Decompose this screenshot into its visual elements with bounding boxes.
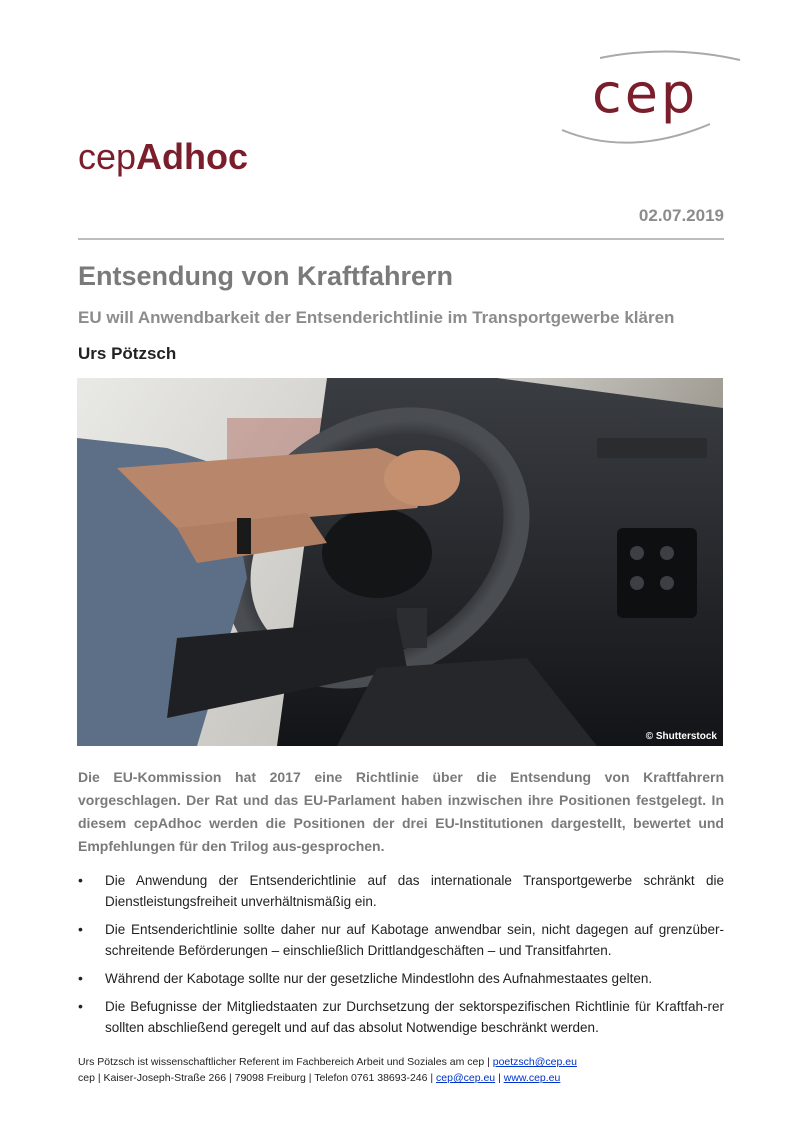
footer-line-1 <box>78 1054 577 1070</box>
intro-paragraph: Die EU-Kommission hat 2017 eine Richtlinie über die Entsendung von Kraftfahrern vorgeschlagen. Der Rat und das EU-Parlament haben inzwischen ihre Positionen festgelegt. In diesem cepAdhoc werden die Positionen der drei EU-Institutionen dargestellt, bewertet und Empfehlungen für den Trilog aus-gesprochen. <box>78 769 724 854</box>
list-item <box>78 870 724 912</box>
bullet-text: Die Anwendung der Entsenderichtlinie auf das internationale Transportgewerbe schränkt die Dienstleistungsfreiheit unverhältnismäßig ein. <box>105 873 724 909</box>
footer-line-2 <box>78 1070 577 1086</box>
list-item <box>78 968 724 989</box>
footer <box>78 1054 577 1086</box>
cep-logo <box>560 48 745 153</box>
key-points-list <box>78 870 724 1045</box>
series-name: Adhoc <box>136 136 249 177</box>
cep-email-link[interactable]: cep@cep.eu <box>436 1072 496 1084</box>
bullet-icon: • <box>78 998 83 1014</box>
bullet-icon: • <box>78 970 83 986</box>
list-item <box>78 996 724 1038</box>
author-email-link[interactable]: poetzsch@cep.eu <box>492 1056 577 1068</box>
publication-date: 02.07.2019 <box>638 206 724 225</box>
bullet-text: Während der Kabotage sollte nur der gesetzliche Mindestlohn des Aufnahmestaates gelten. <box>105 971 653 986</box>
series-prefix: cep <box>78 136 137 177</box>
footer-separator: | <box>498 1072 501 1084</box>
bullet-text: Die Entsenderichtlinie sollte daher nur auf Kabotage anwendbar sein, nicht dagegen auf grenzüber-schreitende Beförderungen – einschließlich Drittlandgeschäften – und Transitfahrten. <box>105 922 724 958</box>
article-author: Urs Pötzsch <box>78 344 177 363</box>
footer-author-text: Urs Pötzsch ist wissenschaftlicher Referent im Fachbereich Arbeit und Soziales am cep | <box>78 1056 490 1068</box>
header-divider <box>78 238 724 240</box>
series-title <box>78 132 248 182</box>
bullet-icon: • <box>78 921 83 937</box>
article-title: Entsendung von Kraftfahrern <box>78 261 454 291</box>
bullet-text: Die Befugnisse der Mitgliedstaaten zur Durchsetzung der sektorspezifischen Richtlinie für Kraftfah-rer sollten abschließend geregelt und auf das absolut Notwendige beschränkt werden. <box>105 999 724 1035</box>
bullet-icon: • <box>78 872 83 888</box>
logo-text: cep <box>592 62 699 125</box>
article-subtitle: EU will Anwendbarkeit der Entsenderichtlinie im Transportgewerbe klären <box>78 308 675 327</box>
truck-driver-photo <box>77 378 723 746</box>
image-credit: © Shutterstock <box>645 731 717 742</box>
photo-illustration <box>77 378 723 746</box>
footer-address-text: cep | Kaiser-Joseph-Straße 266 | 79098 Freiburg | Telefon 0761 38693-246 | <box>78 1072 434 1084</box>
website-link[interactable]: www.cep.eu <box>503 1072 561 1084</box>
list-item <box>78 919 724 961</box>
